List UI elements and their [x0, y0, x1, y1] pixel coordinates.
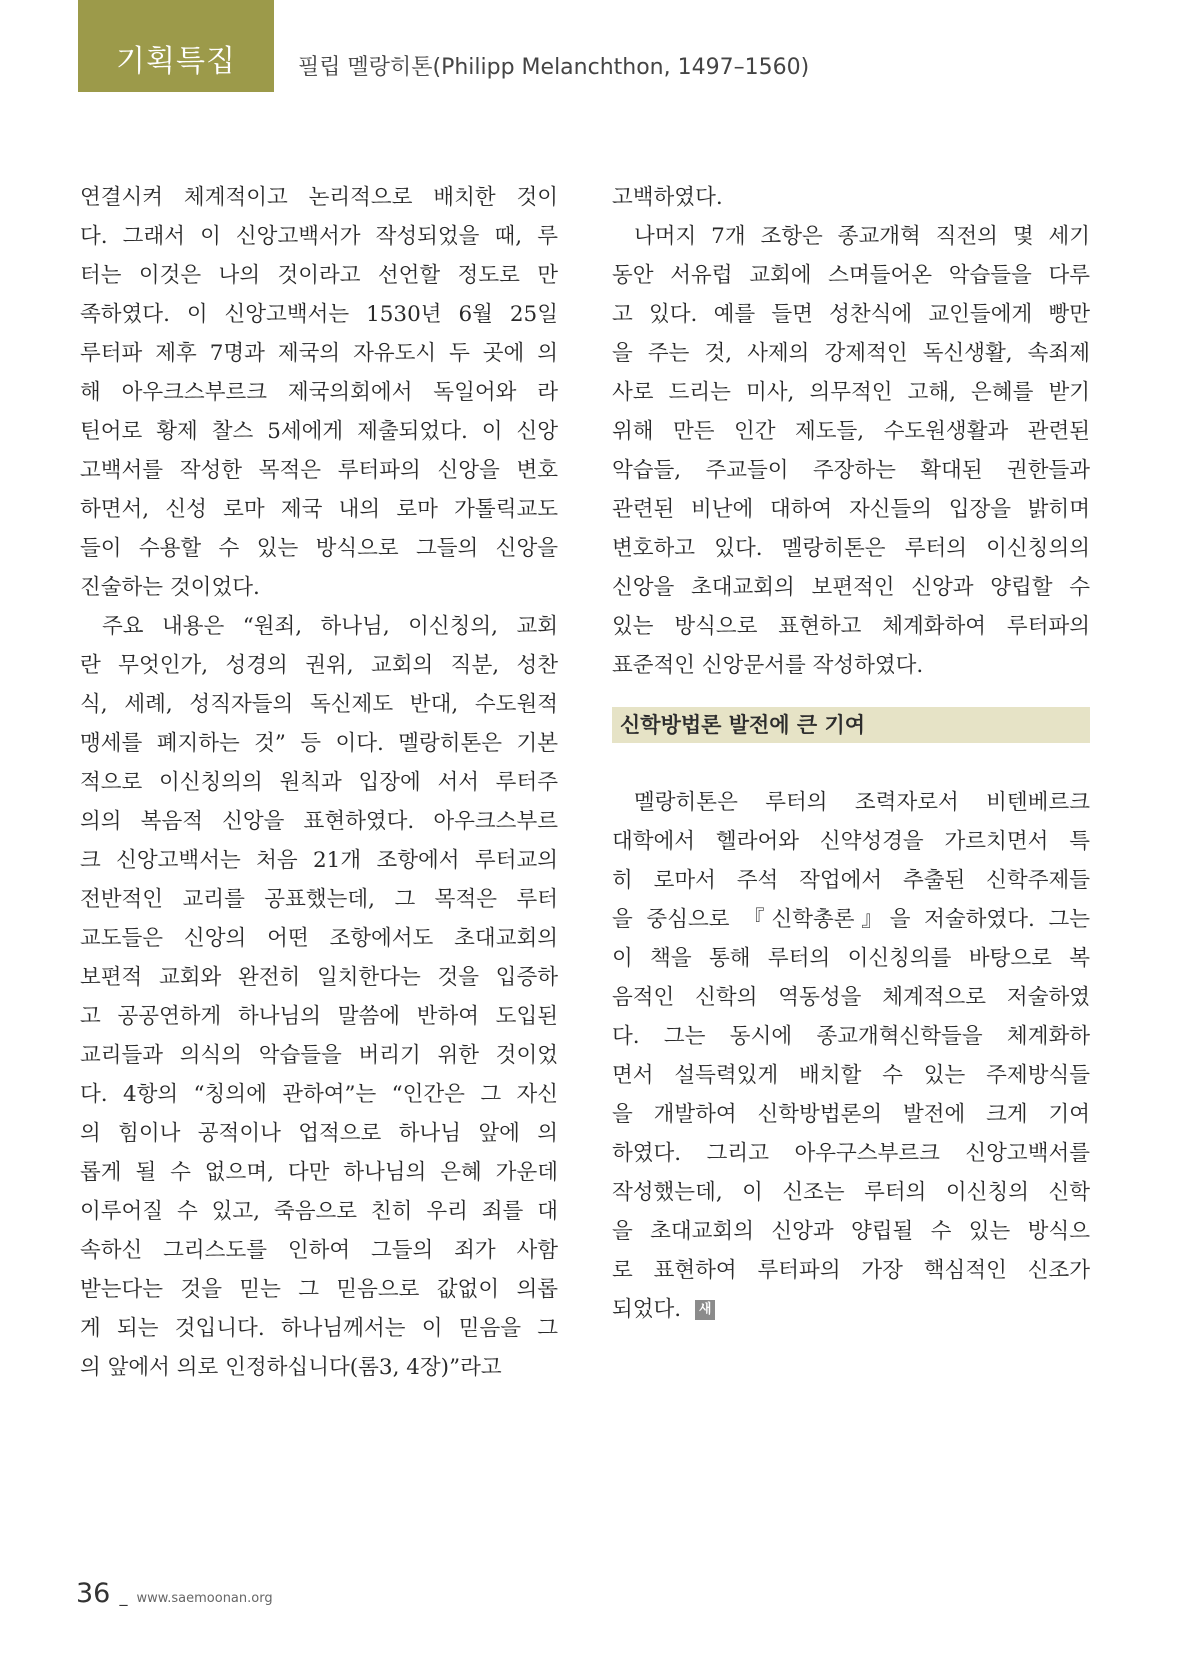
text-line: 다. 그래서 이 신앙고백서가 작성되었을 때, 루 — [80, 224, 558, 249]
section-tab — [78, 0, 274, 92]
section-tab-label: 기획특집 — [116, 44, 236, 79]
text-line: 고 있다. 예를 들면 성찬식에 교인들에게 빵만 — [612, 302, 1090, 327]
text-line: 다. 4항의 “칭의에 관하여”는 “인간은 그 자신 — [80, 1082, 558, 1107]
website-url[interactable]: www.saemoonan.org — [136, 1591, 273, 1606]
text-line: 맹세를 폐지하는 것” 등 이다. 멜랑히톤은 기본 — [80, 731, 558, 756]
text-line: 진술하는 것이었다. — [80, 575, 260, 600]
text-line: 주요 내용은 “원죄, 하나님, 이신칭의, 교회 — [102, 614, 558, 639]
text-line: 나머지 7개 조항은 종교개혁 직전의 몇 세기 — [634, 224, 1090, 249]
text-line: 악습들, 주교들이 주장하는 확대된 권한들과 — [612, 458, 1090, 483]
text-line: 을 개발하여 신학방법론의 발전에 크게 기여 — [612, 1102, 1090, 1127]
text-line: 을 주는 것, 사제의 강제적인 독신생활, 속죄제 — [612, 341, 1090, 366]
text-line: 게 되는 것입니다. 하나님께서는 이 믿음을 그 — [80, 1316, 558, 1341]
text-line: 멜랑히톤은 루터의 조력자로서 비텐베르크 — [634, 790, 1090, 815]
text-line: 을 중심으로 『신학총론』을 저술하였다. 그는 — [612, 907, 1090, 932]
text-line: 속하신 그리스도를 인하여 그들의 죄가 사함 — [80, 1238, 558, 1263]
text-line: 위해 만든 인간 제도들, 수도원생활과 관련된 — [612, 419, 1090, 444]
page-number: 36 — [76, 1578, 111, 1609]
text-line: 들이 수용할 수 있는 방식으로 그들의 신앙을 — [80, 536, 558, 561]
text-line: 다. 그는 동시에 종교개혁신학들을 체계화하 — [612, 1024, 1090, 1049]
text-line: 이 책을 통해 루터의 이신칭의를 바탕으로 복 — [612, 946, 1090, 971]
left-column — [80, 178, 558, 1387]
page-footer — [76, 1578, 273, 1609]
section-heading: 신학방법론 발전에 큰 기여 — [612, 707, 1090, 743]
text-line: 연결시켜 체계적이고 논리적으로 배치한 것이 — [80, 185, 558, 210]
text-line: 틴어로 황제 찰스 5세에게 제출되었다. 이 신앙 — [80, 419, 558, 444]
text-line: 식, 세례, 성직자들의 독신제도 반대, 수도원적 — [80, 692, 558, 717]
text-line: 크 신앙고백서는 처음 21개 조항에서 루터교의 — [80, 848, 558, 873]
text-line: 교리들과 의식의 악습들을 버리기 위한 것이었 — [80, 1043, 558, 1068]
text-line: 의의 복음적 신앙을 표현하였다. 아우크스부르 — [80, 809, 558, 834]
text-line: 사로 드리는 미사, 의무적인 고해, 은혜를 받기 — [612, 380, 1090, 405]
text-line: 동안 서유럽 교회에 스며들어온 악습들을 다루 — [612, 263, 1090, 288]
text-line: 받는다는 것을 믿는 그 믿음으로 값없이 의롭 — [80, 1277, 558, 1302]
footer-separator: _ — [119, 1587, 128, 1606]
right-column-bottom-text — [612, 783, 1090, 1329]
text-line: 터는 이것은 나의 것이라고 선언할 정도로 만 — [80, 263, 558, 288]
text-line: 있는 방식으로 표현하고 체계화하여 루터파의 — [612, 614, 1090, 639]
text-line: 이루어질 수 있고, 죽음으로 친히 우리 죄를 대 — [80, 1199, 558, 1224]
text-line: 족하였다. 이 신앙고백서는 1530년 6월 25일 — [80, 302, 558, 327]
text-line: 롭게 될 수 없으며, 다만 하나님의 은혜 가운데 — [80, 1160, 558, 1185]
text-line: 작성했는데, 이 신조는 루터의 이신칭의 신학 — [612, 1180, 1090, 1205]
text-line: 고백하였다. — [612, 185, 723, 210]
text-line: 의 앞에서 의로 인정하십니다(롬3, 4장)”라고 — [80, 1355, 502, 1380]
text-line: 전반적인 교리를 공표했는데, 그 목적은 루터 — [80, 887, 558, 912]
text-line: 보편적 교회와 완전히 일치한다는 것을 입증하 — [80, 965, 558, 990]
text-line: 란 무엇인가, 성경의 권위, 교회의 직분, 성찬 — [80, 653, 558, 678]
text-line: 하면서, 신성 로마 제국 내의 로마 가톨릭교도 — [80, 497, 558, 522]
text-line: 고백서를 작성한 목적은 루터파의 신앙을 변호 — [80, 458, 558, 483]
right-column-top-text — [612, 178, 1090, 685]
right-column — [612, 178, 1090, 1329]
text-line: 적으로 이신칭의의 원칙과 입장에 서서 루터주 — [80, 770, 558, 795]
text-line: 고 공공연하게 하나님의 말씀에 반하여 도입된 — [80, 1004, 558, 1029]
text-line: 을 초대교회의 신앙과 양립될 수 있는 방식으 — [612, 1219, 1090, 1244]
text-line: 면서 설득력있게 배치할 수 있는 주제방식들 — [612, 1063, 1090, 1088]
text-line: 로 표현하여 루터파의 가장 핵심적인 신조가 — [612, 1258, 1090, 1283]
text-line: 표준적인 신앙문서를 작성하였다. — [612, 653, 924, 678]
text-line: 하였다. 그리고 아우구스부르크 신앙고백서를 — [612, 1141, 1090, 1166]
text-line: 신앙을 초대교회의 보편적인 신앙과 양립할 수 — [612, 575, 1090, 600]
text-line: 해 아우크스부르크 제국의회에서 독일어와 라 — [80, 380, 558, 405]
section-spacer — [612, 743, 1090, 783]
text-line: 교도들은 신앙의 어떤 조항에서도 초대교회의 — [80, 926, 558, 951]
text-line: 음적인 신학의 역동성을 체계적으로 저술하였 — [612, 985, 1090, 1010]
article-title: 필립 멜랑히톤(Philipp Melanchthon, 1497–1560) — [298, 55, 810, 80]
page-header — [0, 0, 1200, 92]
text-line: 변호하고 있다. 멜랑히톤은 루터의 이신칭의의 — [612, 536, 1090, 561]
text-line: 관련된 비난에 대하여 자신들의 입장을 밝히며 — [612, 497, 1090, 522]
text-line: 의 힘이나 공적이나 업적으로 하나님 앞에 의 — [80, 1121, 558, 1146]
text-line: 히 로마서 주석 작업에서 추출된 신학주제들 — [612, 868, 1090, 893]
text-line: 대학에서 헬라어와 신약성경을 가르치면서 특 — [612, 829, 1090, 854]
text-line: 루터파 제후 7명과 제국의 자유도시 두 곳에 의 — [80, 341, 558, 366]
end-mark-icon: 새 — [695, 1300, 715, 1320]
text-line: 되었다. 새 — [612, 1290, 1090, 1329]
